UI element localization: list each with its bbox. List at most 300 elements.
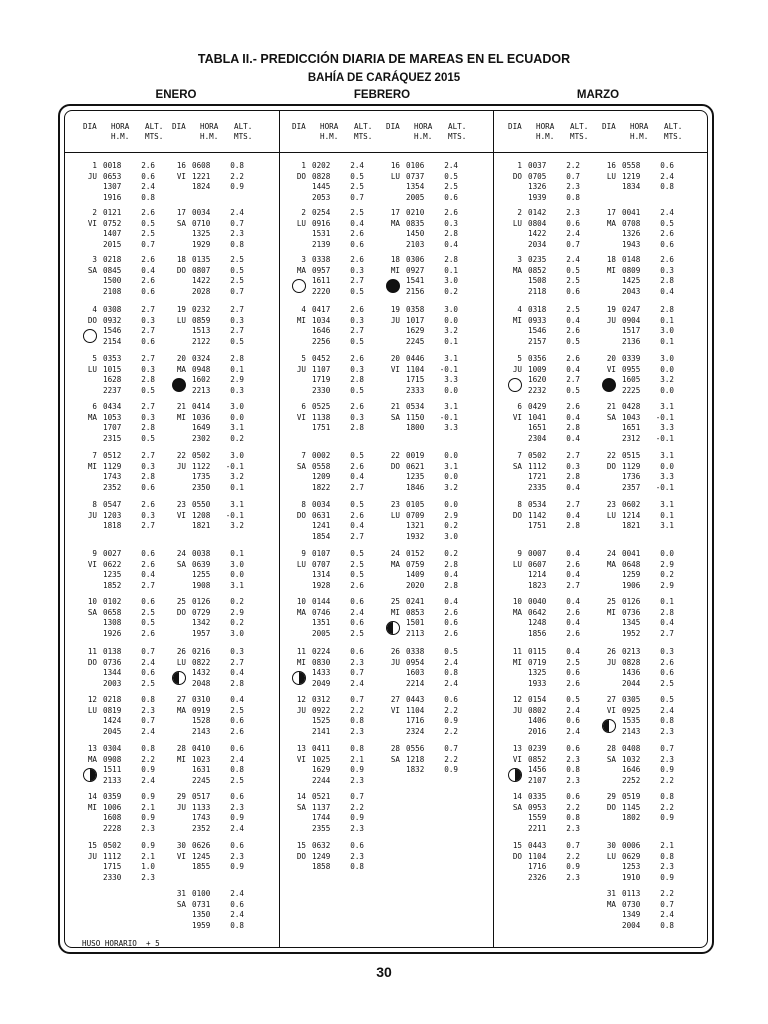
tide-time: 0759: [406, 559, 425, 569]
day-number: 5: [517, 354, 522, 363]
day-entry: [502, 305, 580, 347]
tide-height: 2.3: [141, 705, 155, 715]
tide-height: 0.0: [660, 364, 674, 374]
weekday: [286, 434, 306, 445]
tide-time: 2154: [103, 336, 122, 346]
tide-time: 2015: [103, 239, 122, 249]
tide-time: 1218: [406, 754, 425, 764]
tide-time: 1939: [528, 192, 547, 202]
tide-height: 2.8: [444, 559, 458, 569]
tide-time: [622, 532, 646, 543]
weekday: [596, 824, 616, 835]
tide-time: 0955: [622, 364, 641, 374]
weekday: MA: [606, 559, 616, 569]
day-number: 24: [390, 549, 400, 558]
tide-height: 0.6: [660, 239, 674, 249]
weekday: [286, 618, 306, 629]
tide-height: 2.2: [566, 851, 580, 861]
weekday: [596, 229, 616, 240]
tide-height: 2.8: [660, 276, 674, 286]
weekday: [286, 570, 306, 581]
tide-height: 0.5: [350, 549, 364, 558]
day-number: 23: [176, 500, 186, 509]
tide-time: 2045: [103, 726, 122, 736]
tide-time: 0019: [406, 451, 425, 460]
tide-time: 0525: [312, 402, 331, 411]
tide-time: 1751: [312, 423, 331, 433]
tide-time: 1852: [103, 580, 122, 590]
tide-height: 2.6: [566, 402, 580, 411]
tide-height: 0.9: [444, 765, 458, 775]
day-entry: [596, 744, 674, 786]
weekday: [77, 229, 97, 240]
weekday: [77, 483, 97, 494]
tide-height: 0.5: [566, 695, 580, 704]
tide-time: 0558: [312, 461, 331, 471]
weekday: DO: [606, 802, 616, 812]
tide-time: 2113: [406, 628, 425, 638]
day-number: 26: [390, 647, 400, 656]
tide-height: 0.8: [660, 792, 674, 801]
tide-height: 0.5: [141, 433, 155, 443]
tide-height: 2.3: [350, 726, 364, 736]
weekday: SA: [606, 412, 616, 422]
weekday: DO: [512, 171, 522, 181]
weekday: [77, 182, 97, 193]
weekday: [166, 862, 186, 873]
tide-time: 1219: [622, 171, 641, 181]
weekday: [166, 765, 186, 776]
day-number: 12: [87, 695, 97, 704]
day-number: 7: [92, 451, 97, 460]
tide-time: 1716: [406, 716, 425, 726]
tide-height: 0.7: [141, 647, 155, 656]
tide-height: 2.3: [350, 657, 364, 667]
weekday: [502, 229, 522, 240]
tide-height: 0.6: [230, 716, 244, 726]
tide-height: 0.6: [350, 618, 364, 628]
tide-height: 2.4: [230, 823, 244, 833]
tide-time: 2108: [103, 286, 122, 296]
tide-height: 0.5: [230, 265, 244, 275]
tide-time: 0648: [622, 559, 641, 569]
day-entry: [286, 744, 364, 786]
weekday: MA: [512, 265, 522, 275]
tide-time: [622, 193, 646, 204]
tide-height: 0.4: [230, 695, 244, 704]
tide-time: 0040: [528, 597, 547, 606]
day-entry: [502, 792, 580, 834]
day-number: 29: [176, 792, 186, 801]
tide-height: 2.2: [141, 754, 155, 764]
weekday: JU: [87, 171, 97, 181]
tide-height: 3.1: [230, 423, 244, 433]
tide-time: 1631: [192, 765, 211, 775]
day-entry: [502, 255, 580, 297]
weekday: [380, 581, 400, 592]
tide-height: 2.5: [350, 628, 364, 638]
tide-height: 2.6: [566, 559, 580, 569]
day-number: 10: [87, 597, 97, 606]
tide-time: 1436: [622, 668, 641, 678]
tide-height: 2.2: [350, 802, 364, 812]
tide-time: 0512: [103, 451, 122, 460]
weekday: JU: [296, 705, 306, 715]
weekday: SA: [87, 265, 97, 275]
tide-time: 0041: [622, 208, 641, 217]
weekday: [502, 862, 522, 873]
weekday: [77, 423, 97, 434]
tide-time: 1433: [312, 668, 331, 678]
tide-time: 0502: [103, 841, 122, 850]
tide-height: 0.9: [230, 862, 244, 872]
tide-height: 0.3: [141, 412, 155, 422]
tide-height: 2.6: [141, 255, 155, 264]
weekday: [596, 434, 616, 445]
weekday: [380, 434, 400, 445]
tide-time: [192, 193, 216, 204]
tide-height: 2.8: [444, 229, 458, 239]
tide-time: 1104: [528, 851, 547, 861]
day-number: 20: [390, 354, 400, 363]
weekday: [77, 629, 97, 640]
tide-height: 2.7: [230, 657, 244, 667]
tide-time: 2352: [192, 823, 211, 833]
weekday: [286, 813, 306, 824]
weekday: [77, 873, 97, 884]
day-number: 18: [176, 255, 186, 264]
day-entry: [380, 744, 458, 786]
tide-height: 2.4: [444, 678, 458, 688]
tide-time: 2357: [622, 482, 641, 492]
weekday: [286, 521, 306, 532]
tide-height: 2.2: [444, 754, 458, 764]
tide-time: 1751: [528, 521, 547, 531]
weekday: [166, 434, 186, 445]
tide-height: 2.5: [566, 276, 580, 286]
day-number: 8: [517, 500, 522, 509]
tide-time: 1500: [103, 276, 122, 286]
tide-time: 0730: [622, 899, 641, 909]
tide-time: 1854: [312, 531, 331, 541]
tide-time: 1959: [192, 920, 211, 930]
tide-time: 0558: [622, 161, 641, 170]
day-entry: [380, 354, 458, 396]
tide-time: 2214: [406, 678, 425, 688]
tide-height: 0.0: [660, 549, 674, 558]
tide-height: 2.4: [230, 889, 244, 898]
tide-height: 0.5: [350, 286, 364, 296]
tide-height: 2.8: [566, 423, 580, 433]
tide-height: 2.1: [141, 851, 155, 861]
tide-height: 2.3: [141, 872, 155, 882]
tide-height: 2.6: [141, 500, 155, 509]
weekday: MA: [390, 218, 400, 228]
day-number: 19: [606, 305, 616, 314]
tide-height: 0.7: [444, 744, 458, 753]
tide-time: 0452: [312, 354, 331, 363]
tide-height: 0.0: [444, 385, 458, 395]
tide-time: 1112: [103, 851, 122, 861]
tide-time: 0235: [528, 255, 547, 264]
tide-time: 0324: [192, 354, 211, 363]
tide-time: 0335: [528, 792, 547, 801]
tide-height: 2.6: [350, 402, 364, 411]
tide-time: 2225: [622, 385, 641, 395]
tide-time: 0822: [192, 657, 211, 667]
tide-time: 1802: [622, 813, 641, 823]
day-entry: [166, 500, 244, 542]
tide-height: 0.4: [230, 668, 244, 678]
tide-time: 1025: [312, 754, 331, 764]
tide-height: [216, 193, 244, 204]
tide-height: 0.6: [566, 668, 580, 678]
tide-time: 1422: [528, 229, 547, 239]
tide-height: 2.9: [660, 559, 674, 569]
tide-height: 0.2: [230, 597, 244, 606]
tide-time: 2103: [406, 239, 425, 249]
tide-time: 0417: [312, 305, 331, 314]
tide-height: 2.8: [141, 423, 155, 433]
tide-time: 0443: [406, 695, 425, 704]
tide-height: 0.8: [350, 744, 364, 753]
day-number: 18: [606, 255, 616, 264]
weekday: [286, 326, 306, 337]
weekday: [380, 326, 400, 337]
tide-time: 1456: [528, 765, 547, 775]
day-entry: [166, 744, 244, 786]
tide-height: 0.7: [350, 792, 364, 801]
tide-time: 0312: [312, 695, 331, 704]
tide-height: 0.2: [444, 286, 458, 296]
day-number: 11: [296, 647, 306, 656]
day-number: 3: [301, 255, 306, 264]
weekday: [596, 618, 616, 629]
weekday: JU: [606, 315, 616, 325]
tide-height: 2.8: [350, 423, 364, 433]
weekday: [77, 521, 97, 532]
tide-height: 0.7: [660, 744, 674, 753]
tide-height: 0.6: [350, 841, 364, 850]
tide-time: 2141: [312, 726, 331, 736]
tide-height: 0.0: [444, 315, 458, 325]
weekday: [166, 337, 186, 348]
tide-time: [103, 532, 127, 543]
weekday: [166, 910, 186, 921]
weekday: MI: [296, 657, 306, 667]
weekday: JU: [176, 461, 186, 471]
tide-height: 2.6: [350, 580, 364, 590]
tide-height: 0.4: [566, 433, 580, 443]
tide-time: 1513: [192, 326, 211, 336]
weekday: [502, 193, 522, 204]
tide-time: 0247: [622, 305, 641, 314]
tide-time: 1015: [103, 364, 122, 374]
tide-time: 0534: [406, 402, 425, 411]
tide-height: 2.4: [141, 775, 155, 785]
tide-time: 2252: [622, 775, 641, 785]
day-number: 8: [301, 500, 306, 509]
weekday: [286, 716, 306, 727]
tide-height: 2.7: [350, 482, 364, 492]
tide-height: 0.2: [444, 549, 458, 558]
tide-height: 0.6: [141, 286, 155, 296]
weekday: SA: [390, 754, 400, 764]
tide-time: 1107: [312, 364, 331, 374]
day-number: 5: [301, 354, 306, 363]
tide-time: 1209: [312, 472, 331, 482]
tide-time: 0954: [406, 657, 425, 667]
tide-height: 0.9: [444, 716, 458, 726]
tide-height: 0.1: [230, 364, 244, 374]
weekday: VI: [512, 754, 522, 764]
tide-time: 0809: [622, 265, 641, 275]
day-entry: [596, 305, 674, 347]
column-header-alt: ALT. MTS.: [234, 122, 253, 141]
day-number: 16: [176, 161, 186, 170]
column-header-dia: DIA: [386, 122, 400, 131]
weekday: [380, 570, 400, 581]
tide-height: 0.4: [350, 472, 364, 482]
day-entry: [596, 208, 674, 250]
weekday: MI: [87, 461, 97, 471]
day-number: 26: [606, 647, 616, 656]
weekday: [596, 521, 616, 532]
tide-height: 0.4: [566, 618, 580, 628]
weekday: [380, 776, 400, 787]
tide-time: 1856: [528, 628, 547, 638]
tide-time: [406, 776, 430, 787]
moon-last-icon: [292, 671, 306, 685]
weekday: [502, 618, 522, 629]
tide-time: 2333: [406, 385, 425, 395]
tide-height: 0.6: [141, 668, 155, 678]
tide-time: 0241: [406, 597, 425, 606]
day-entry: [596, 161, 674, 203]
tide-time: 0310: [192, 695, 211, 704]
weekday: [166, 287, 186, 298]
tide-time: 1248: [528, 618, 547, 628]
day-number: 13: [296, 744, 306, 753]
tide-time: 1719: [312, 375, 331, 385]
tide-time: 0621: [406, 461, 425, 471]
tide-height: 0.5: [444, 647, 458, 656]
day-entry: [596, 255, 674, 297]
tide-height: 2.6: [660, 657, 674, 667]
day-entry: [380, 161, 458, 203]
tide-height: 2.7: [141, 326, 155, 336]
weekday: [166, 581, 186, 592]
tide-height: 2.2: [444, 726, 458, 736]
tide-time: 1721: [528, 472, 547, 482]
tide-height: 0.0: [444, 451, 458, 460]
tide-height: 2.6: [660, 229, 674, 239]
column-header-dia: DIA: [508, 122, 522, 131]
tide-time: 1517: [622, 326, 641, 336]
tide-time: 1221: [192, 171, 211, 181]
day-entry: [166, 597, 244, 639]
weekday: DO: [176, 607, 186, 617]
day-entry: [166, 451, 244, 493]
weekday: [502, 326, 522, 337]
tide-time: 0502: [192, 451, 211, 460]
tide-time: 1142: [528, 510, 547, 520]
column-header-dia: DIA: [602, 122, 616, 131]
tide-height: 2.3: [660, 862, 674, 872]
day-entry: [77, 451, 155, 493]
tide-height: 0.3: [350, 364, 364, 374]
tide-time: 0845: [103, 265, 122, 275]
weekday: [286, 229, 306, 240]
tide-height: 3.2: [230, 521, 244, 531]
tide-height: 2.5: [444, 182, 458, 192]
day-entry: [77, 161, 155, 203]
tide-time: 0232: [192, 305, 211, 314]
tide-time: 1800: [406, 423, 425, 433]
day-number: 17: [176, 208, 186, 217]
tide-time: 0148: [622, 255, 641, 264]
tide-time: 2133: [103, 775, 122, 785]
column-header-hora: HORA H.M.: [200, 122, 219, 141]
day-entry: [166, 549, 244, 591]
moon-full-icon: [172, 378, 186, 392]
tide-time: 1326: [528, 182, 547, 192]
tide-time: 0709: [406, 510, 425, 520]
day-number: 14: [512, 792, 522, 801]
tide-time: 0746: [312, 607, 331, 617]
weekday: [502, 287, 522, 298]
day-number: 25: [390, 597, 400, 606]
day-entry: [286, 354, 364, 396]
tide-time: 0041: [622, 549, 641, 558]
weekday: [380, 193, 400, 204]
tide-time: 0916: [312, 218, 331, 228]
tide-height: 2.8: [141, 472, 155, 482]
tide-time: 0802: [528, 705, 547, 715]
tide-time: 0736: [622, 607, 641, 617]
weekday: [286, 581, 306, 592]
tide-height: 2.8: [230, 354, 244, 363]
tide-time: 2107: [528, 775, 547, 785]
day-entry: [77, 255, 155, 297]
tide-height: 0.7: [230, 286, 244, 296]
tide-height: 3.2: [660, 375, 674, 385]
weekday: [166, 824, 186, 835]
day-number: 1: [92, 161, 97, 170]
tide-time: 2020: [406, 580, 425, 590]
tide-height: [127, 532, 155, 543]
tide-height: 2.1: [350, 754, 364, 764]
tide-height: 0.5: [141, 218, 155, 228]
tide-time: 1646: [622, 765, 641, 775]
day-entry: [286, 161, 364, 203]
weekday: MI: [606, 607, 616, 617]
weekday: [166, 521, 186, 532]
tide-height: -0.1: [655, 433, 674, 443]
weekday: [77, 581, 97, 592]
tide-height: 2.5: [141, 229, 155, 239]
tide-time: 0932: [103, 315, 122, 325]
tide-time: 2049: [312, 678, 331, 688]
weekday: MA: [296, 607, 306, 617]
tide-time: 1629: [312, 765, 331, 775]
day-entry: [596, 402, 674, 444]
weekday: [380, 679, 400, 690]
tide-time: 1818: [103, 521, 122, 531]
tide-height: 2.2: [566, 802, 580, 812]
weekday: [166, 182, 186, 193]
tide-height: 2.4: [660, 208, 674, 217]
